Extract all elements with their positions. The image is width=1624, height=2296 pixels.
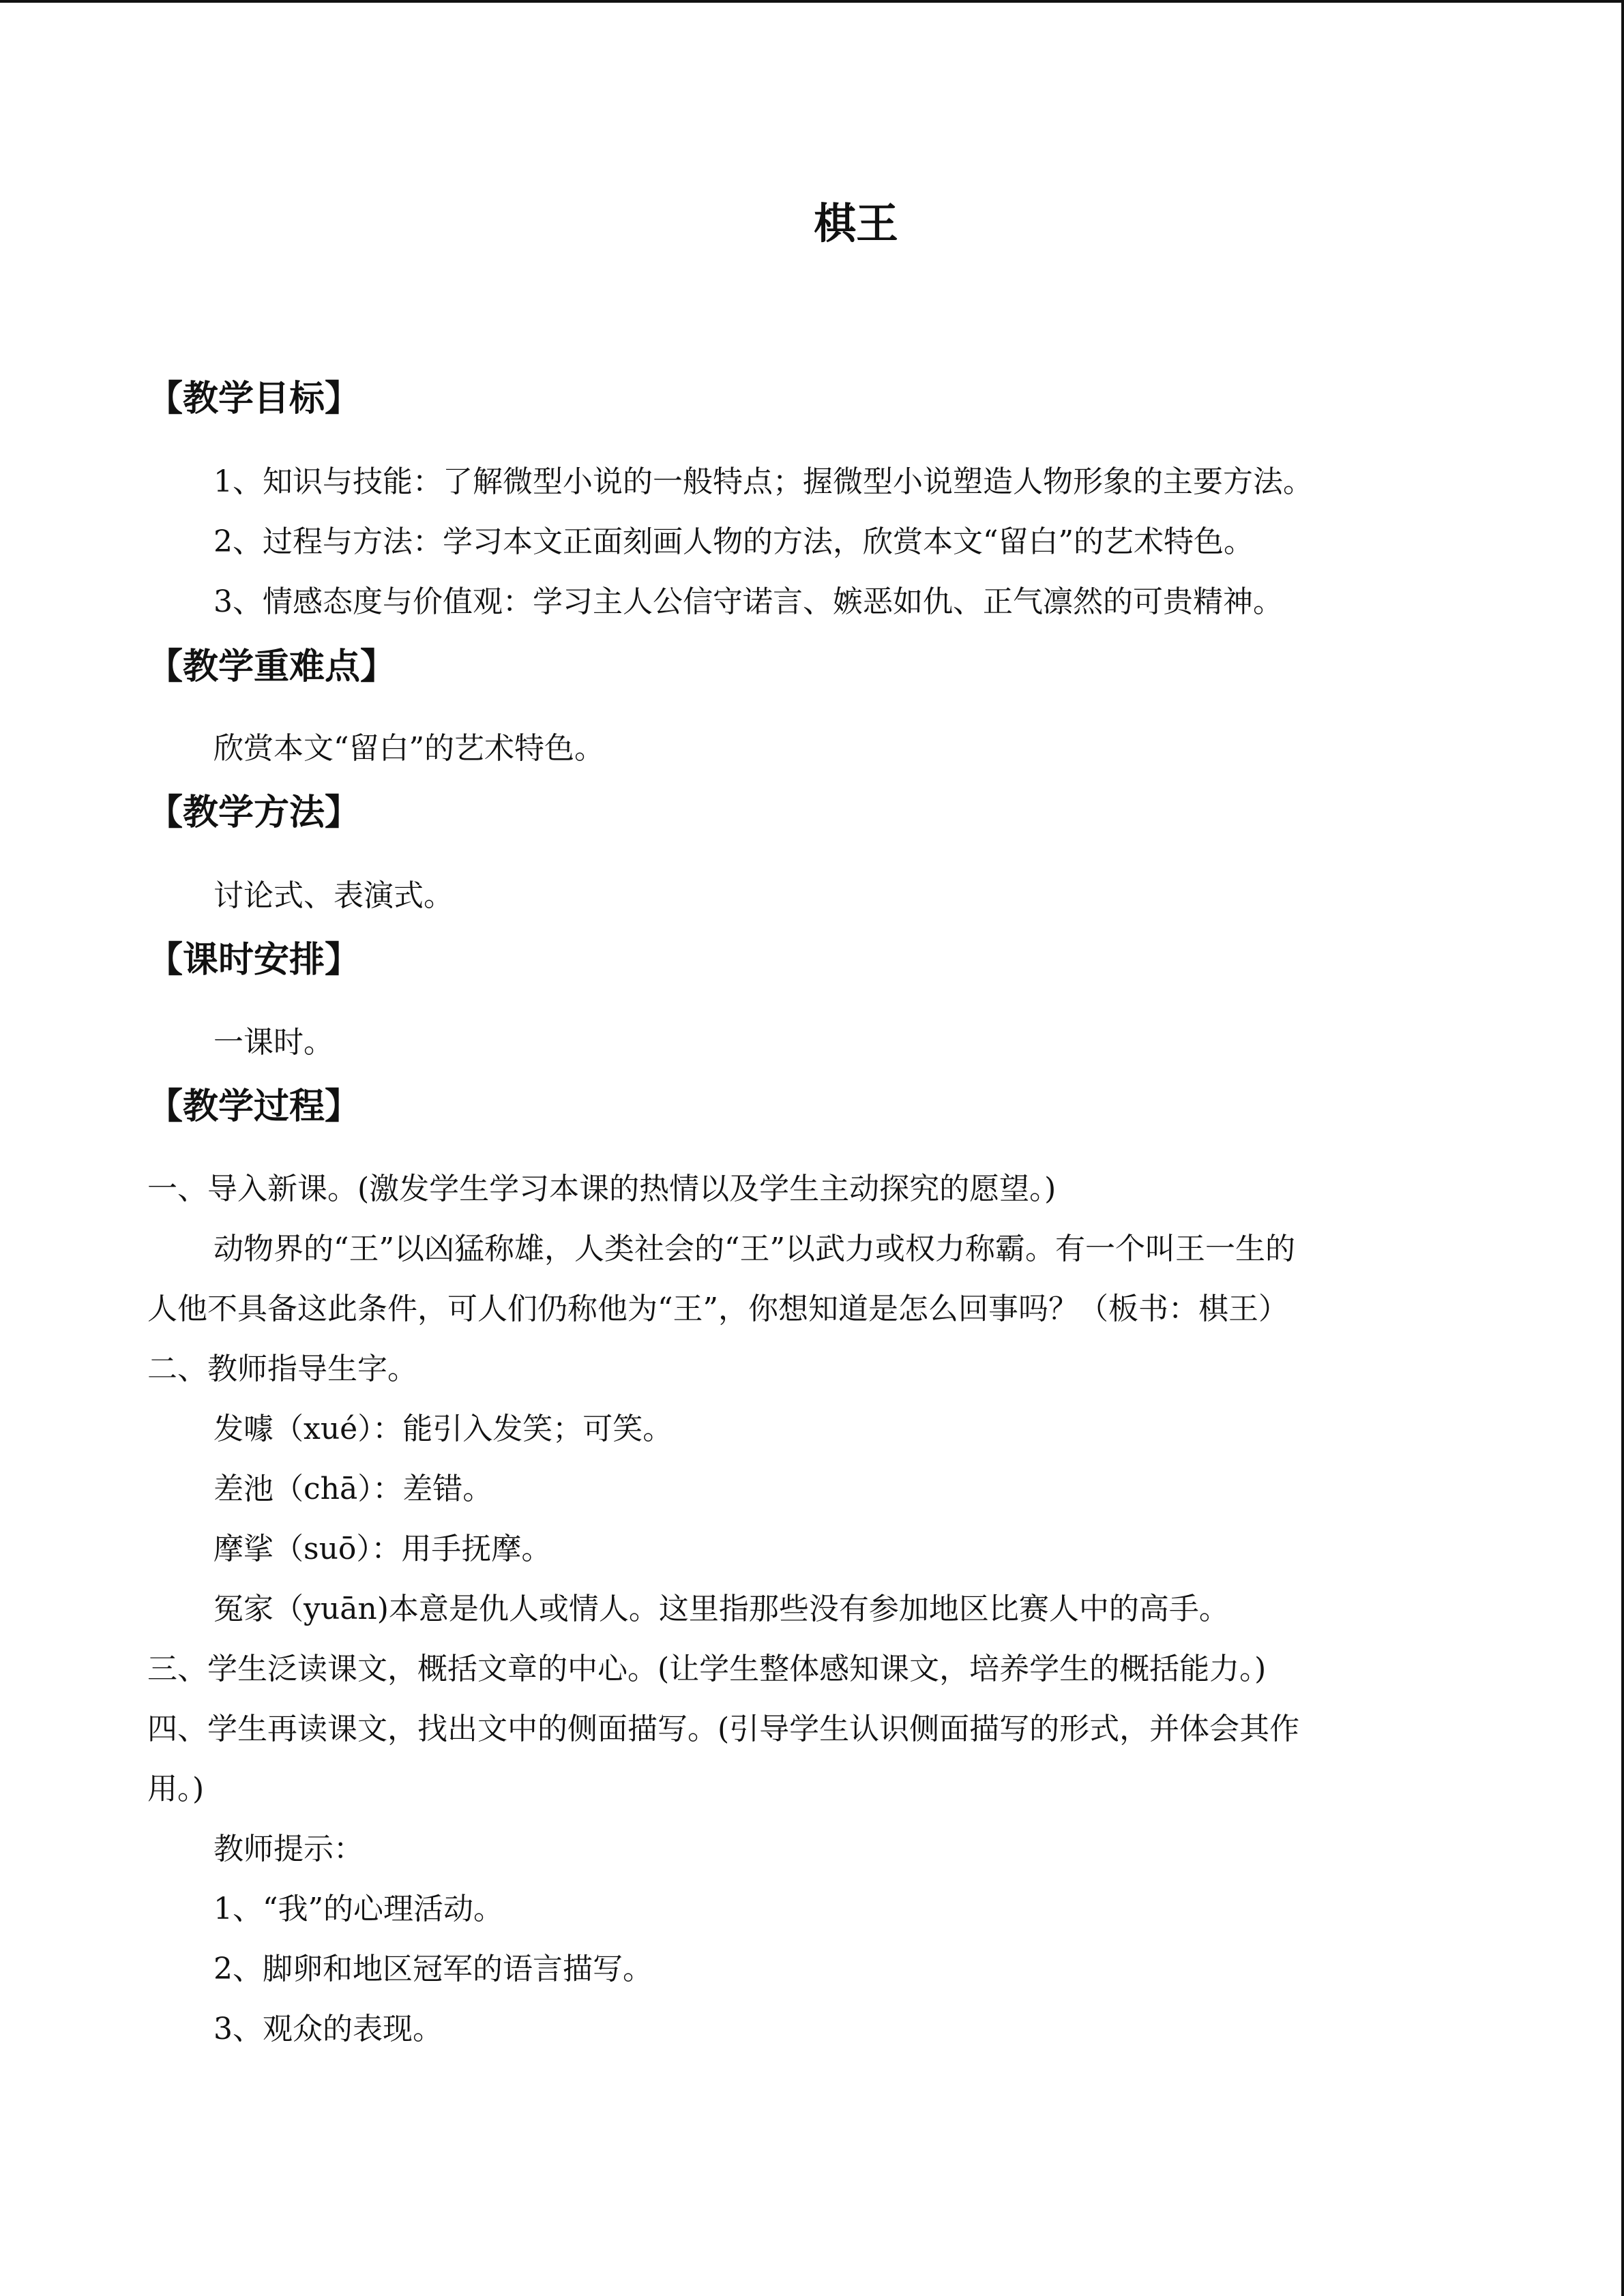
teacher-hint-label: 教师提示： [213, 1832, 364, 1866]
process-step-1: 一、导入新课。(激发学生学习本课的热情以及学生主动探究的愿望。) [147, 1172, 1057, 1206]
process-step-4-line-2: 用。) [147, 1772, 205, 1806]
methods-text: 讨论式、表演式。 [213, 878, 454, 913]
vocab-item-1: 发噱（xué）：能引入发笑；可笑。 [213, 1412, 673, 1446]
heading-teaching-process: 【教学过程】 [147, 1086, 361, 1127]
hint-item-3: 3、观众的表现。 [213, 2012, 443, 2046]
process-step-2: 二、教师指导生字。 [147, 1352, 417, 1386]
schedule-text: 一课时。 [213, 1025, 334, 1060]
heading-schedule: 【课时安排】 [147, 940, 361, 981]
hint-item-1: 1、“我”的心理活动。 [213, 1892, 503, 1926]
process-step-3: 三、学生泛读课文，概括文章的中心。(让学生整体感知课文，培养学生的概括能力。) [147, 1652, 1267, 1686]
process-step-1-paragraph-line-2: 人他不具备这此条件，可人们仍称他为“王”，你想知道是怎么回事吗？（板书：棋王） [147, 1292, 1288, 1326]
goal-item-3: 3、情感态度与价值观：学习主人公信守诺言、嫉恶如仇、正气凛然的可贵精神。 [213, 584, 1283, 619]
vocab-item-2: 差池（chā）：差错。 [213, 1472, 493, 1506]
vocab-item-3: 摩挲（suō）：用手抚摩。 [213, 1532, 552, 1566]
heading-key-points: 【教学重难点】 [147, 646, 396, 687]
goal-item-2: 2、过程与方法：学习本文正面刻画人物的方法，欣赏本文“留白”的艺术特色。 [213, 524, 1254, 559]
process-step-1-paragraph-line-1: 动物界的“王”以凶猛称雄，人类社会的“王”以武力或权力称霸。有一个叫王一生的 [213, 1232, 1295, 1266]
document-title: 棋王 [813, 198, 898, 248]
process-step-4-line-1: 四、学生再读课文，找出文中的侧面描写。(引导学生认识侧面描写的形式，并体会其作 [147, 1712, 1300, 1746]
key-points-text: 欣赏本文“留白”的艺术特色。 [213, 731, 604, 766]
top-border-line [0, 0, 1624, 3]
heading-teaching-goals: 【教学目标】 [147, 378, 361, 419]
vocab-item-4: 冤家（yuān)本意是仇人或情人。这里指那些没有参加地区比赛人中的高手。 [213, 1592, 1229, 1626]
heading-teaching-methods: 【教学方法】 [147, 792, 361, 833]
hint-item-2: 2、脚卵和地区冠军的语言描写。 [213, 1952, 653, 1986]
goal-item-1: 1、知识与技能：了解微型小说的一般特点；握微型小说塑造人物形象的主要方法。 [213, 464, 1313, 499]
right-border-line [1621, 0, 1624, 2296]
